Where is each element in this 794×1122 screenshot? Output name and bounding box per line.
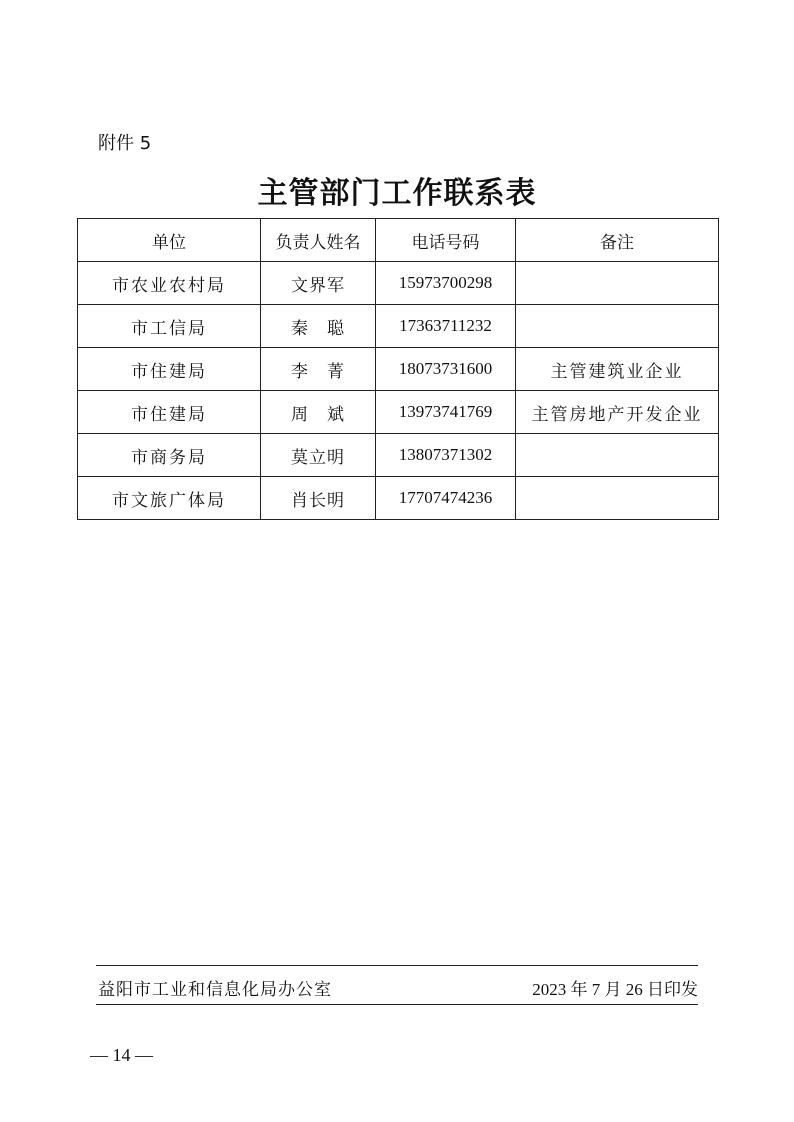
cell-note	[516, 434, 719, 477]
cell-unit: 市工信局	[78, 305, 261, 348]
cell-name: 文界军	[261, 262, 376, 305]
cell-phone: 13807371302	[376, 434, 516, 477]
cell-phone: 18073731600	[376, 348, 516, 391]
header-phone: 电话号码	[376, 219, 516, 262]
header-note: 备注	[516, 219, 719, 262]
cell-note: 主管房地产开发企业	[516, 391, 719, 434]
cell-phone: 13973741769	[376, 391, 516, 434]
cell-phone: 17363711232	[376, 305, 516, 348]
page-title: 主管部门工作联系表	[257, 176, 537, 211]
table-row	[78, 348, 719, 391]
cell-name: 周 斌	[261, 391, 376, 434]
attachment-label: 附件 5	[98, 133, 152, 154]
table-row	[78, 434, 719, 477]
cell-note: 主管建筑业企业	[516, 348, 719, 391]
page-number: — 14 —	[90, 1045, 153, 1065]
table-row	[78, 391, 719, 434]
cell-unit: 市农业农村局	[78, 262, 261, 305]
table-row	[78, 477, 719, 520]
cell-note	[516, 477, 719, 520]
table-row	[78, 305, 719, 348]
cell-name: 肖长明	[261, 477, 376, 520]
cell-unit: 市住建局	[78, 391, 261, 434]
cell-unit: 市住建局	[78, 348, 261, 391]
footer-bottom-rule	[96, 1004, 698, 1005]
cell-name: 李 菁	[261, 348, 376, 391]
cell-note	[516, 305, 719, 348]
cell-unit: 市文旅广体局	[78, 477, 261, 520]
footer-issuer: 益阳市工业和信息化局办公室	[98, 980, 332, 1000]
cell-name: 莫立明	[261, 434, 376, 477]
footer-date: 2023 年 7 月 26 日印发	[532, 980, 698, 999]
contact-table	[77, 218, 719, 520]
cell-unit: 市商务局	[78, 434, 261, 477]
cell-note	[516, 262, 719, 305]
header-name: 负责人姓名	[261, 219, 376, 262]
footer-top-rule	[96, 965, 698, 966]
header-unit: 单位	[78, 219, 261, 262]
table-row	[78, 262, 719, 305]
cell-name: 秦 聪	[261, 305, 376, 348]
table-header-row	[78, 219, 719, 262]
cell-phone: 15973700298	[376, 262, 516, 305]
cell-phone: 17707474236	[376, 477, 516, 520]
